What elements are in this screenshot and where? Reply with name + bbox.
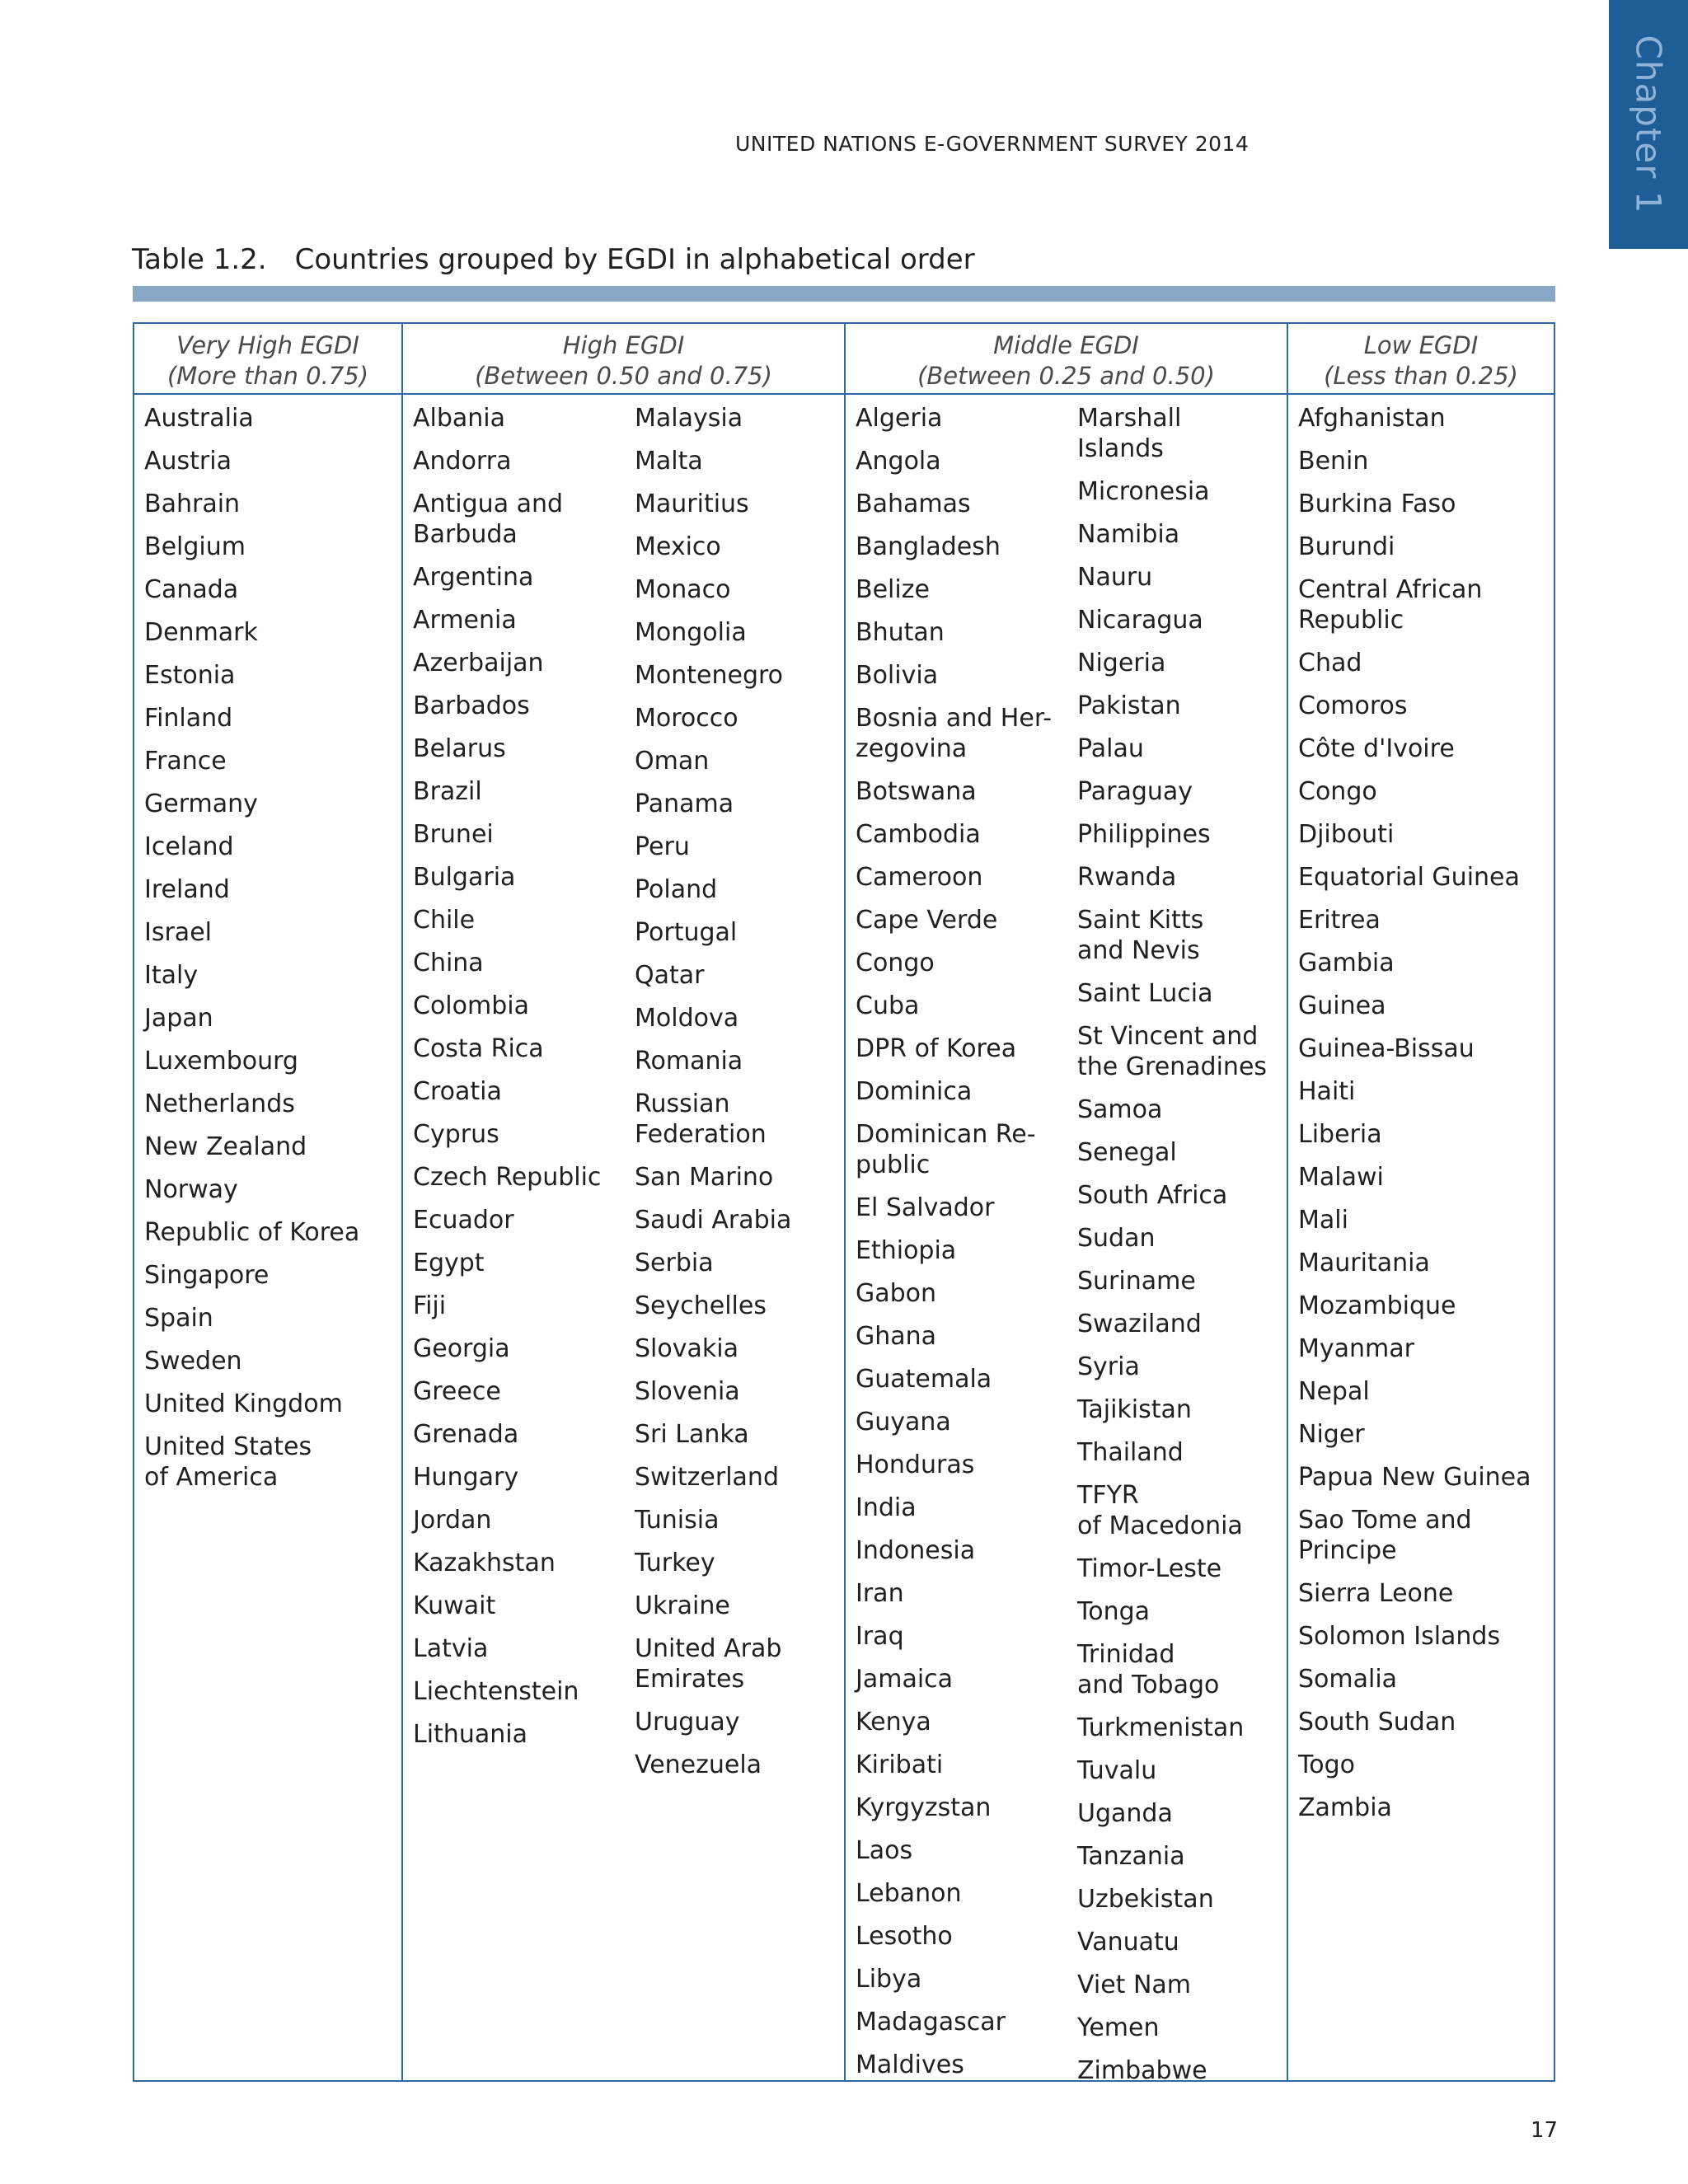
country-name: Eritrea (1298, 906, 1381, 935)
country-name: Andorra (413, 447, 512, 476)
column-low-egdi (1287, 324, 1554, 2080)
country-name: Slovenia (635, 1377, 740, 1406)
column-heading: Low EGDI (1363, 331, 1479, 359)
country-name: Marshall Islands (1077, 404, 1182, 463)
country-name: Brunei (413, 820, 494, 849)
country-name: Estonia (144, 661, 236, 690)
country-name: Azerbaijan (413, 649, 544, 677)
country-name: Spain (144, 1304, 213, 1333)
country-name: Guinea (1298, 991, 1386, 1020)
country-name: Kyrgyzstan (856, 1793, 992, 1822)
country-name: Bahrain (144, 490, 241, 518)
country-name: India (856, 1493, 917, 1522)
country-name: Nigeria (1077, 649, 1166, 677)
country-name: Ireland (144, 875, 230, 904)
country-name: United Arab Emirates (635, 1634, 782, 1694)
country-name: Albania (413, 404, 506, 433)
country-name: Finland (144, 704, 233, 733)
table-title: Countries grouped by EGDI in alphabetical order (294, 243, 975, 276)
column-header (403, 324, 844, 395)
country-name: Sao Tome and Principe (1298, 1506, 1472, 1565)
country-name: Kazakhstan (413, 1549, 556, 1577)
egdi-table (133, 322, 1555, 2085)
country-name: Barbados (413, 691, 530, 720)
country-name: Comoros (1298, 691, 1408, 720)
country-name: Armenia (413, 606, 517, 635)
country-name: Philippines (1077, 820, 1211, 849)
country-name: Argentina (413, 563, 534, 592)
country-name: South Sudan (1298, 1708, 1456, 1736)
country-name: Solomon Islands (1298, 1622, 1501, 1651)
country-name: Malawi (1298, 1163, 1384, 1192)
country-name: Qatar (635, 961, 705, 990)
country-name: Chile (413, 906, 476, 935)
country-name: Senegal (1077, 1138, 1177, 1167)
country-name: Viet Nam (1077, 1971, 1192, 1999)
column-body (1288, 395, 1554, 1823)
country-name: Italy (144, 961, 199, 990)
country-name: Tanzania (1077, 1842, 1185, 1871)
country-name: Myanmar (1298, 1334, 1414, 1363)
country-name: Oman (635, 747, 710, 776)
country-name: Lesotho (856, 1922, 953, 1951)
country-name: Austria (144, 447, 232, 476)
country-name: Norway (144, 1175, 238, 1204)
country-name: Lithuania (413, 1720, 528, 1749)
country-name: Lebanon (856, 1879, 962, 1908)
country-name: Cambodia (856, 820, 981, 849)
country-list (635, 403, 791, 1793)
country-name: Côte d'Ivoire (1298, 734, 1455, 763)
country-name: United States of America (144, 1432, 312, 1492)
country-name: Sudan (1077, 1224, 1156, 1253)
column-heading: Middle EGDI (993, 331, 1139, 359)
country-name: Ethiopia (856, 1236, 957, 1265)
chapter-tab-label: Chapter 1 (1628, 35, 1669, 214)
country-name: Venezuela (635, 1750, 762, 1779)
country-name: Namibia (1077, 520, 1180, 549)
country-name: Nepal (1298, 1377, 1370, 1406)
country-name: Bahamas (856, 490, 971, 518)
country-name: Central African Republic (1298, 575, 1483, 635)
country-name: Antigua and Barbuda (413, 490, 564, 549)
country-name: Honduras (856, 1451, 975, 1479)
country-name: Romania (635, 1047, 743, 1076)
country-name: Brazil (413, 777, 482, 806)
country-name: Angola (856, 447, 941, 476)
country-name: El Salvador (856, 1193, 995, 1222)
country-name: New Zealand (144, 1132, 307, 1161)
country-name: Kiribati (856, 1750, 944, 1779)
country-name: St Vincent and the Grenadines (1077, 1022, 1268, 1081)
column-range: (Less than 0.25) (1324, 362, 1518, 390)
column-heading: Very High EGDI (176, 331, 359, 359)
country-name: Libya (856, 1965, 922, 1994)
country-name: Congo (856, 949, 935, 977)
country-name: Vanuatu (1077, 1928, 1179, 1957)
country-name: Japan (144, 1004, 213, 1033)
caption-rule (133, 286, 1555, 302)
country-name: Uzbekistan (1077, 1885, 1214, 1914)
country-name: Grenada (413, 1420, 519, 1449)
country-name: Timor-Leste (1077, 1554, 1222, 1583)
country-name: Poland (635, 875, 718, 904)
country-name: Cyprus (413, 1120, 499, 1149)
country-name: Israel (144, 918, 212, 947)
country-name: Nauru (1077, 563, 1153, 592)
country-name: Singapore (144, 1261, 270, 1290)
country-name: Ukraine (635, 1591, 730, 1620)
country-name: Pakistan (1077, 691, 1181, 720)
country-name: Moldova (635, 1004, 739, 1033)
country-name: Palau (1077, 734, 1144, 763)
country-name: Tonga (1077, 1597, 1151, 1626)
country-name: Bhutan (856, 618, 945, 647)
country-name: Panama (635, 790, 734, 818)
country-name: Hungary (413, 1463, 519, 1492)
country-name: Micronesia (1077, 477, 1210, 506)
country-name: Indonesia (856, 1536, 976, 1565)
column-middle-egdi (844, 324, 1287, 2085)
country-name: Syria (1077, 1352, 1140, 1381)
country-name: Afghanistan (1298, 404, 1446, 433)
country-name: Malta (635, 447, 703, 476)
country-name: Paraguay (1077, 777, 1193, 806)
country-name: Guinea-Bissau (1298, 1034, 1475, 1063)
country-name: Tunisia (635, 1506, 720, 1535)
country-name: Latvia (413, 1634, 489, 1663)
country-name: United Kingdom (144, 1390, 343, 1418)
country-name: Burkina Faso (1298, 490, 1456, 518)
country-name: Haiti (1298, 1077, 1356, 1106)
country-name: Chad (1298, 649, 1362, 677)
country-name: Belize (856, 575, 930, 604)
country-name: Croatia (413, 1077, 502, 1106)
country-name: China (413, 949, 484, 977)
column-header (1288, 324, 1554, 395)
country-name: Papua New Guinea (1298, 1463, 1531, 1492)
country-name: Swaziland (1077, 1310, 1202, 1338)
country-name: Cuba (856, 991, 920, 1020)
country-name: Fiji (413, 1291, 447, 1320)
country-name: Portugal (635, 918, 738, 947)
country-name: Turkey (635, 1549, 715, 1577)
country-name: San Marino (635, 1163, 774, 1192)
country-name: Djibouti (1298, 820, 1395, 849)
chapter-tab (1609, 0, 1688, 249)
country-name: Zimbabwe (1077, 2056, 1207, 2085)
country-name: Sierra Leone (1298, 1579, 1454, 1608)
country-name: Iraq (856, 1622, 904, 1651)
country-name: Denmark (144, 618, 258, 647)
country-name: Switzerland (635, 1463, 779, 1492)
country-name: Suriname (1077, 1267, 1196, 1296)
country-name: Luxembourg (144, 1047, 298, 1076)
country-name: Kuwait (413, 1591, 496, 1620)
country-name: Equatorial Guinea (1298, 863, 1520, 892)
country-name: Sweden (144, 1347, 242, 1376)
country-name: Liberia (1298, 1120, 1382, 1149)
country-name: France (144, 747, 227, 776)
country-name: Benin (1298, 447, 1369, 476)
column-heading: High EGDI (562, 331, 685, 359)
country-name: Mexico (635, 532, 721, 561)
country-name: Iran (856, 1579, 904, 1608)
country-name: Egypt (413, 1249, 485, 1277)
country-name: Saint Kitts and Nevis (1077, 906, 1204, 965)
country-name: Tajikistan (1077, 1395, 1192, 1424)
country-name: Mauritius (635, 490, 749, 518)
country-name: Czech Republic (413, 1163, 602, 1192)
country-name: Burundi (1298, 532, 1395, 561)
country-name: Zambia (1298, 1793, 1392, 1822)
country-name: Mongolia (635, 618, 747, 647)
country-name: Mali (1298, 1206, 1348, 1235)
country-name: Bangladesh (856, 532, 1001, 561)
country-name: Georgia (413, 1334, 510, 1363)
country-name: Cameroon (856, 863, 983, 892)
column-high-egdi (401, 324, 844, 2080)
country-name: Rwanda (1077, 863, 1177, 892)
country-name: Botswana (856, 777, 977, 806)
country-list (413, 403, 601, 1762)
country-name: Dominican Re- public (856, 1120, 1036, 1179)
country-name: Iceland (144, 832, 234, 861)
country-name: Jordan (413, 1506, 492, 1535)
column-very-high-egdi (134, 324, 401, 2080)
country-name: Guyana (856, 1408, 951, 1436)
running-head: UNITED NATIONS E-GOVERNMENT SURVEY 2014 (735, 132, 1250, 156)
table-number: Table 1.2. (132, 243, 267, 276)
country-name: Cape Verde (856, 906, 998, 935)
country-name: Bulgaria (413, 863, 516, 892)
country-name: Uruguay (635, 1708, 740, 1736)
country-name: Serbia (635, 1249, 714, 1277)
country-name: Malaysia (635, 404, 743, 433)
country-name: South Africa (1077, 1181, 1228, 1210)
country-name: Monaco (635, 575, 731, 604)
country-name: Turkmenistan (1077, 1713, 1245, 1742)
country-list (1077, 403, 1267, 2098)
country-name: Bolivia (856, 661, 939, 690)
country-name: Maldives (856, 2050, 964, 2079)
country-name: Seychelles (635, 1291, 767, 1320)
country-name: TFYR of Macedonia (1077, 1481, 1243, 1540)
country-name: Nicaragua (1077, 606, 1203, 635)
country-name: Peru (635, 832, 690, 861)
country-name: Ecuador (413, 1206, 514, 1235)
column-range: (Between 0.25 and 0.50) (917, 362, 1215, 390)
country-name: Yemen (1077, 2013, 1160, 2042)
country-name: Congo (1298, 777, 1377, 806)
country-name: Saudi Arabia (635, 1206, 792, 1235)
country-name: Montenegro (635, 661, 784, 690)
column-body (403, 395, 844, 1779)
country-name: Bosnia and Her- zegovina (856, 704, 1053, 763)
country-list (856, 403, 1052, 2093)
country-name: Morocco (635, 704, 738, 733)
country-name: Liechtenstein (413, 1677, 579, 1706)
country-name: Niger (1298, 1420, 1365, 1449)
country-name: Jamaica (856, 1665, 954, 1694)
country-name: Colombia (413, 991, 529, 1020)
column-range: (Between 0.50 and 0.75) (475, 362, 772, 390)
country-name: Netherlands (144, 1090, 295, 1118)
country-name: Kenya (856, 1708, 931, 1736)
country-name: Dominica (856, 1077, 973, 1106)
country-name: Guatemala (856, 1365, 992, 1394)
country-name: Algeria (856, 404, 943, 433)
country-name: Gabon (856, 1279, 937, 1308)
country-name: Madagascar (856, 2008, 1006, 2036)
country-name: Laos (856, 1836, 913, 1865)
column-range: (More than 0.75) (166, 362, 369, 390)
country-name: Mozambique (1298, 1291, 1456, 1320)
column-body (134, 395, 401, 1493)
country-name: Canada (144, 575, 239, 604)
country-name: Thailand (1077, 1438, 1184, 1467)
column-header (846, 324, 1287, 395)
country-name: Republic of Korea (144, 1218, 360, 1247)
country-name: Greece (413, 1377, 501, 1406)
country-name: Togo (1298, 1750, 1355, 1779)
country-name: Saint Lucia (1077, 979, 1213, 1008)
column-body (846, 395, 1287, 2085)
country-name: Belarus (413, 734, 506, 763)
country-name: Trinidad and Tobago (1077, 1640, 1220, 1699)
country-name: Germany (144, 790, 258, 818)
country-name: Samoa (1077, 1095, 1163, 1124)
country-name: Ghana (856, 1322, 937, 1351)
country-name: Tuvalu (1077, 1756, 1157, 1785)
country-list (134, 403, 401, 1493)
country-name: DPR of Korea (856, 1034, 1017, 1063)
country-name: Uganda (1077, 1799, 1173, 1828)
country-list (1288, 403, 1554, 1823)
country-name: Gambia (1298, 949, 1395, 977)
country-name: Belgium (144, 532, 246, 561)
page-number: 17 (1531, 2118, 1559, 2143)
country-name: Costa Rica (413, 1034, 544, 1063)
country-name: Russian Federation (635, 1090, 767, 1149)
column-header (134, 324, 401, 395)
country-name: Somalia (1298, 1665, 1398, 1694)
country-name: Sri Lanka (635, 1420, 749, 1449)
country-name: Australia (144, 404, 254, 433)
table-caption (132, 243, 975, 276)
country-name: Slovakia (635, 1334, 738, 1363)
country-name: Mauritania (1298, 1249, 1430, 1277)
